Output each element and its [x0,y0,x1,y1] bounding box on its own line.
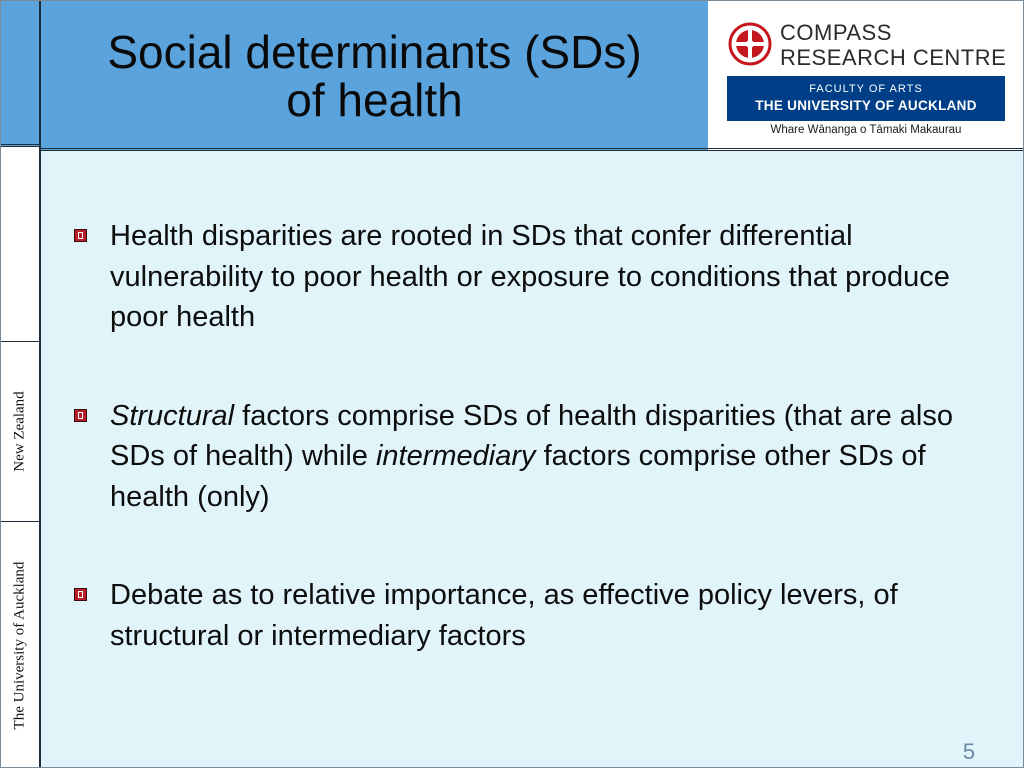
page-number: 5 [962,739,976,764]
bullet-item [71,396,991,518]
title-line-2: of health [286,74,463,126]
bullet-marker-icon [74,588,87,601]
logo-org-line-2: RESEARCH CENTRE [780,45,1007,70]
bullet-text: Debate as to relative importance, as effective policy levers, of structural or intermediary factors [110,579,898,652]
university-banner [727,76,1005,121]
university-name: THE UNIVERSITY OF AUCKLAND [755,98,977,113]
compass-logo [708,1,1024,151]
bullet-marker-icon [74,229,87,242]
bullet-text: factors comprise other SDs of health (only) [110,440,926,513]
bullet-list [71,216,991,714]
bullet-text: factors comprise SDs of health disparities (that are also SDs of health) while [110,399,953,472]
left-rail [1,1,41,768]
slide-title [41,28,708,124]
bullet-item [71,575,991,656]
faculty-label: FACULTY OF ARTS [809,83,923,95]
title-line-1: Social determinants (SDs) [107,26,642,78]
bullet-marker-icon [74,409,87,422]
bullet-emphasis: Structural [110,399,235,432]
logo-org-line-1: COMPASS [780,20,892,45]
title-bar [41,1,708,151]
bullet-item [71,216,991,338]
rail-label-country: New Zealand [11,390,28,472]
rail-header-block [1,1,39,147]
bullet-emphasis: intermediary [375,440,536,472]
maori-name: Whare Wānanga o Tāmaki Makaurau [770,124,962,136]
compass-icon [728,22,772,66]
bullet-text: Health disparities are rooted in SDs that confer differential vulnerability to poor health or exposure to conditions that produce poor health [110,220,950,333]
rail-label-university: The University of Auckland [11,561,28,730]
